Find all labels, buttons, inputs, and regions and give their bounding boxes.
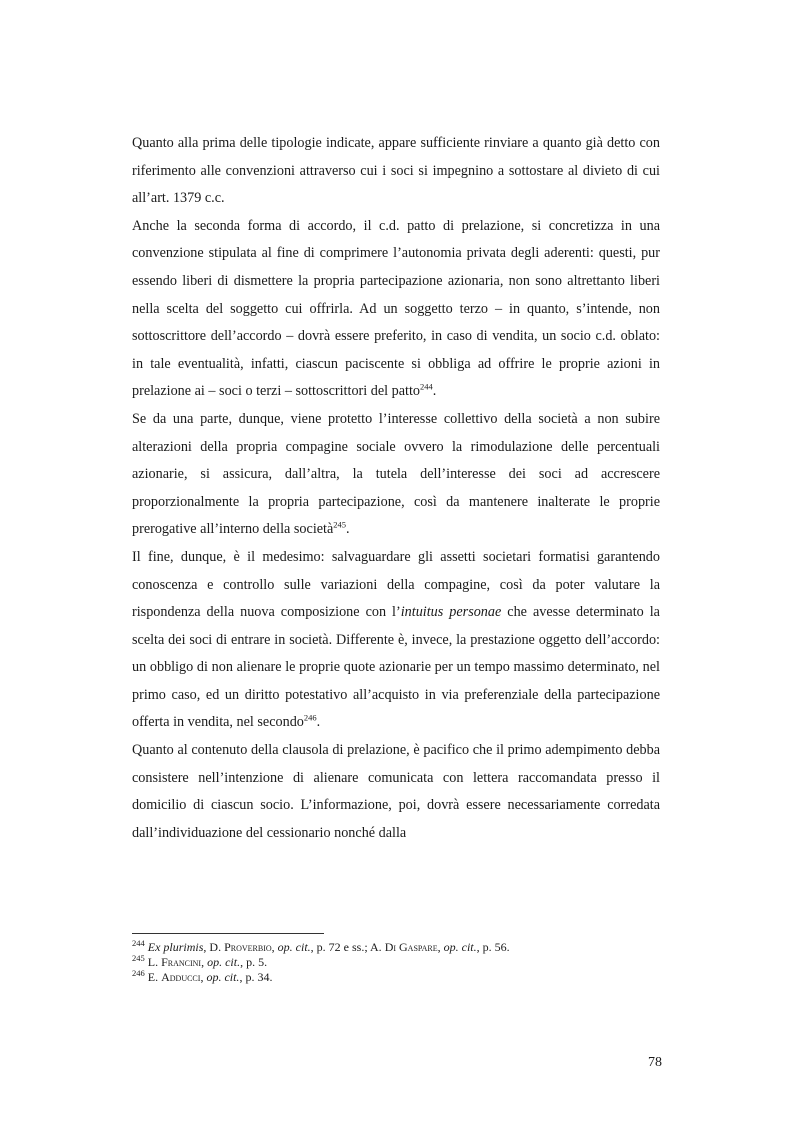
footnote-246 — [132, 970, 660, 985]
paragraph-5 — [132, 737, 660, 847]
footnote-text: , — [437, 940, 444, 954]
footnote-text: L. — [147, 955, 162, 969]
paragraph-1 — [132, 130, 660, 213]
footnote-text: , p. 56. — [476, 940, 510, 954]
paragraph-text: Anche la seconda forma di accordo, il c.d. patto di prelazione, si concretizza in una convenzione stipulata al fine di comprimere l’autonomia privata degli aderenti: questi, pur essendo liberi di dismettere la propria partecipazione azionaria, non sono altrettanto liberi nella scelta del soggetto cui offrirla. Ad un soggetto terzo – in quanto, s’intende, non sottoscrittore dell’accordo – dovrà essere preferito, in caso di vendita, un socio c.d. oblato: in tale eventualità, infatti, ciascun paciscente si obbliga ad offrire le proprie azioni in prelazione ai – soci o terzi – sottoscrittori del patto — [132, 217, 660, 400]
punctuation: . — [316, 714, 321, 731]
author-name: Di Gaspare — [384, 940, 438, 954]
footnote-text: E. — [147, 970, 162, 984]
punctuation: . — [432, 383, 437, 400]
footnote-text: , p. 34. — [239, 970, 273, 984]
footnote-number: 245 — [132, 953, 145, 963]
page-number: 78 — [648, 1055, 662, 1070]
author-name: Proverbio — [224, 940, 272, 954]
footnote-text: , p. 72 e ss.; A. — [310, 940, 385, 954]
paragraph-text: Quanto alla prima delle tipologie indicate, appare sufficiente rinviare a quanto già detto con riferimento alle convenzioni attraverso cui i soci si impegnino a sottostare al divieto di cui all’art. 1379 c.c. — [132, 135, 660, 207]
footnote-italic: op. cit. — [207, 955, 241, 969]
footnotes — [132, 940, 660, 985]
footnote-text: , — [200, 970, 207, 984]
paragraph-2 — [132, 213, 660, 406]
latin-term: intuitus personae — [400, 604, 502, 621]
footnote-text: , — [271, 940, 278, 954]
footnote-ref-245[interactable]: 245 — [333, 519, 347, 530]
author-name: Francini — [161, 955, 202, 969]
paragraph-text: che avesse determinato la scelta dei soci di entrare in società. Differente è, invece, la prestazione oggetto dell’accordo: un obbligo di non alienare le proprie quote azionarie per un tempo massimo determinato, nel primo caso, ed un diritto potestativo all’acquisto in via preferenziale della partecipazione offerta in vendita, nel secondo — [132, 604, 660, 731]
footnote-ref-244[interactable]: 244 — [420, 381, 433, 392]
footnote-italic: op. cit. — [206, 970, 240, 984]
footnote-number: 246 — [132, 968, 145, 978]
footnote-text: , — [201, 955, 208, 969]
paragraph-text: Se da una parte, dunque, viene protetto l’interesse collettivo della società a non subire alterazioni della propria compagine sociale ovvero la rimodulazione delle percentuali azionarie, si assicura, dall’altra, la tutela dell’interesse dei soci ad accrescere proporzionalmente la propria partecipazione, così da mantenere inalterate le proprie prerogative all’interno della società — [132, 410, 660, 538]
footnote-text: , p. 5. — [240, 955, 268, 969]
main-text — [132, 130, 660, 847]
footnote-244 — [132, 940, 660, 955]
footnote-italic: op. cit. — [443, 940, 477, 954]
footnote-ref-246[interactable]: 246 — [303, 712, 317, 723]
author-name: Adducci — [161, 970, 201, 984]
footnote-italic: op. cit. — [277, 940, 311, 954]
paragraph-4 — [132, 544, 660, 737]
footnote-separator — [132, 933, 324, 934]
footnote-245 — [132, 955, 660, 970]
punctuation: . — [346, 521, 350, 538]
paragraph-text: Quanto al contenuto della clausola di prelazione, è pacifico che il primo adempimento debba consistere nell’intenzione di alienare comunicata con lettera raccomandata presso il domicilio di ciascun socio. L’informazione, poi, dovrà essere necessariamente corredata dall’individuazione del cessionario nonché dalla — [132, 742, 660, 841]
paragraph-3 — [132, 406, 660, 544]
paragraph-text: Il fine, dunque, è il medesimo: salvaguardare gli assetti societari formatisi garantendo conoscenza e controllo sulle variazioni della compagine, così da poter valutare la rispondenza della nuova composizione con l’ — [132, 548, 660, 621]
footnote-number: 244 — [132, 938, 145, 948]
footnote-text: , D. — [203, 940, 225, 954]
footnote-italic: Ex plurimis — [147, 940, 204, 954]
